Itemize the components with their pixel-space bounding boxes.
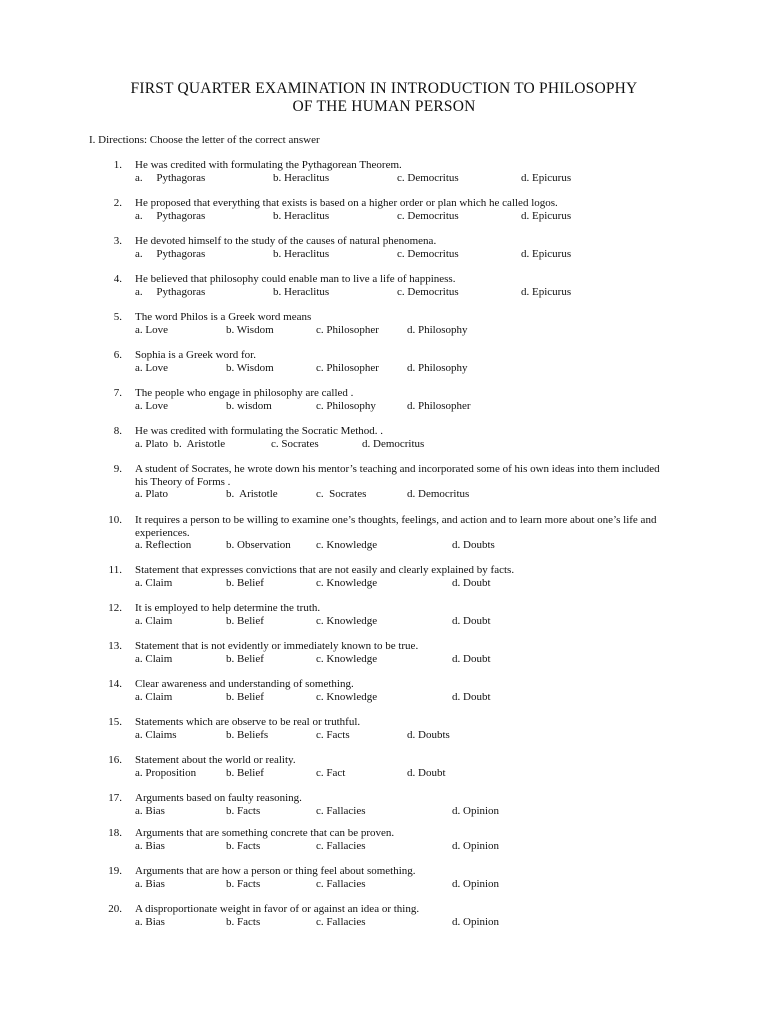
- question-number: 15.: [108, 716, 122, 728]
- answer-option: d. Democritus: [407, 488, 470, 500]
- question-text: The people who engage in philosophy are called .: [135, 387, 354, 399]
- answer-option: c. Facts: [316, 728, 350, 741]
- answer-option: d. Philosophy: [407, 323, 468, 336]
- question-number: 14.: [108, 678, 122, 690]
- answer-option: c. Democritus: [397, 171, 459, 184]
- answer-option: d. Epicurus: [521, 209, 572, 222]
- answer-option: c. Socrates: [271, 437, 319, 450]
- answer-option: c. Knowledge: [316, 690, 378, 703]
- answer-option: d. Opinion: [452, 804, 500, 817]
- answer-option: c. Fallacies: [316, 804, 366, 817]
- answer-option: c. Fallacies: [316, 877, 366, 890]
- answer-option: c. Fact: [316, 766, 346, 779]
- answer-option: c. Fallacies: [316, 839, 366, 852]
- answer-option: a. Plato: [135, 488, 168, 500]
- answer-option: b. Aristotle: [226, 488, 278, 500]
- question-text: Arguments based on faulty reasoning.: [135, 792, 302, 804]
- question-number: 19.: [108, 865, 122, 877]
- answer-option: a. Proposition: [135, 766, 197, 779]
- answer-option: b. Facts: [226, 915, 261, 928]
- answer-option: d. Philosopher: [407, 399, 471, 412]
- question-text: A student of Socrates, he wrote down his mentor’s teaching and incorporated some of his own ideas into them included his Theory of Forms .: [135, 463, 660, 488]
- question-number: 18.: [108, 827, 122, 839]
- question-text: He was credited with formulating the Socratic Method. .: [135, 425, 384, 437]
- answer-option: c. Knowledge: [316, 576, 378, 589]
- answer-option: c. Socrates: [316, 488, 367, 500]
- question-text: Clear awareness and understanding of something.: [135, 678, 354, 690]
- answer-option: a. Bias: [135, 839, 165, 852]
- answer-option: d. Doubt: [452, 652, 491, 665]
- answer-option: c. Philosophy: [316, 399, 376, 412]
- answer-option: c. Democritus: [397, 247, 459, 260]
- answer-option: c. Philosopher: [316, 361, 379, 374]
- answer-option: c. Democritus: [397, 209, 459, 222]
- question-number: 20.: [108, 903, 122, 915]
- answer-option: b. Heraclitus: [273, 209, 330, 222]
- answer-option: b. Facts: [226, 839, 261, 852]
- answer-option: b. Heraclitus: [273, 171, 330, 184]
- answer-option: b. Wisdom: [226, 361, 274, 374]
- answer-option: b. Observation: [226, 539, 291, 551]
- question-number: 16.: [108, 754, 122, 766]
- question-number: 12.: [108, 602, 122, 614]
- answer-option: a. Pythagoras: [135, 247, 206, 260]
- question-text: He devoted himself to the study of the causes of natural phenomena.: [135, 235, 437, 247]
- question-text: It requires a person to be willing to examine one’s thoughts, feelings, and action and to learn more about one’s life and experiences.: [135, 514, 657, 539]
- answer-option: a. Claim: [135, 652, 173, 665]
- question-number: 6.: [113, 349, 122, 361]
- directions: I. Directions: Choose the letter of the correct answer: [89, 134, 320, 146]
- answer-option: b. Facts: [226, 804, 261, 817]
- question-text: He was credited with formulating the Pythagorean Theorem.: [135, 159, 402, 171]
- answer-option: d. Opinion: [452, 915, 500, 928]
- answer-option: a. Claim: [135, 576, 173, 589]
- answer-option: b. Belief: [226, 690, 264, 703]
- answer-option: d. Epicurus: [521, 247, 572, 260]
- answer-option: a. Pythagoras: [135, 171, 206, 184]
- question-text: Statement that expresses convictions that are not easily and clearly explained by facts.: [135, 564, 515, 576]
- question-number: 8.: [113, 425, 122, 437]
- answer-option: b. Heraclitus: [273, 247, 330, 260]
- answer-option: a. Claim: [135, 614, 173, 627]
- answer-option: d. Epicurus: [521, 285, 572, 298]
- answer-option: a. Love: [135, 399, 168, 412]
- answer-option: d. Doubt: [452, 690, 491, 703]
- question-text: He proposed that everything that exists is based on a higher order or plan which he called logos.: [135, 197, 558, 209]
- answer-option: d. Doubt: [452, 576, 491, 589]
- answer-option: a. Bias: [135, 915, 165, 928]
- answer-option: b. Belief: [226, 652, 264, 665]
- answer-option: d. Doubt: [407, 766, 446, 779]
- question-number: 10.: [108, 514, 122, 526]
- answer-option: a. Bias: [135, 804, 165, 817]
- answer-option: a. Reflection: [135, 539, 192, 551]
- exam-title-line1: FIRST QUARTER EXAMINATION IN INTRODUCTION TO PHILOSOPHY: [130, 80, 638, 97]
- answer-option: b. Facts: [226, 877, 261, 890]
- question-number: 4.: [113, 273, 122, 285]
- question-number: 17.: [108, 792, 122, 804]
- question-number: 2.: [113, 197, 122, 209]
- answer-option: c. Democritus: [397, 285, 459, 298]
- answer-option: b. Heraclitus: [273, 285, 330, 298]
- answer-option: a. Pythagoras: [135, 285, 206, 298]
- answer-option: a. Claim: [135, 690, 173, 703]
- exam-title-line2: OF THE HUMAN PERSON: [292, 98, 476, 115]
- question-number: 9.: [113, 463, 122, 475]
- question-text: Statement about the world or reality.: [135, 754, 296, 766]
- answer-option: a. Love: [135, 323, 168, 336]
- answer-option: d. Epicurus: [521, 171, 572, 184]
- answer-option: b. Beliefs: [226, 728, 269, 741]
- answer-option: b. Belief: [226, 766, 264, 779]
- answer-option: b. wisdom: [226, 399, 272, 412]
- answer-option: d. Philosophy: [407, 361, 468, 374]
- question-number: 13.: [108, 640, 122, 652]
- question-text: The word Philos is a Greek word means: [135, 311, 312, 323]
- answer-option: b. Belief: [226, 576, 264, 589]
- answer-option: c. Philosopher: [316, 323, 379, 336]
- question-number: 3.: [113, 235, 122, 247]
- answer-option: a. Bias: [135, 877, 165, 890]
- answer-option: c. Knowledge: [316, 652, 378, 665]
- question-number: 11.: [108, 564, 122, 576]
- answer-option: c. Knowledge: [316, 614, 378, 627]
- question-text: Statement that is not evidently or immediately known to be true.: [135, 640, 419, 652]
- answer-option: a. Love: [135, 361, 168, 374]
- question-text: A disproportionate weight in favor of or against an idea or thing.: [135, 903, 420, 915]
- question-text: Statements which are observe to be real or truthful.: [135, 716, 361, 728]
- answer-option: c. Fallacies: [316, 915, 366, 928]
- answer-option: d. Doubts: [452, 539, 495, 551]
- question-text: It is employed to help determine the truth.: [135, 602, 321, 614]
- answer-option: b. Belief: [226, 614, 264, 627]
- answer-option: b. Wisdom: [226, 323, 274, 336]
- question-text: Sophia is a Greek word for.: [135, 349, 256, 361]
- answer-option: c. Knowledge: [316, 539, 378, 551]
- question-number: 1.: [113, 159, 122, 171]
- answer-option: d. Opinion: [452, 839, 500, 852]
- question-number: 7.: [113, 387, 122, 399]
- question-text: Arguments that are something concrete that can be proven.: [135, 827, 395, 839]
- answer-option: a. Pythagoras: [135, 209, 206, 222]
- answer-option: d. Opinion: [452, 877, 500, 890]
- answer-option: d. Doubt: [452, 614, 491, 627]
- question-text: He believed that philosophy could enable man to live a life of happiness.: [135, 273, 456, 285]
- question-text: Arguments that are how a person or thing feel about something.: [135, 865, 416, 877]
- answer-option: d. Democritus: [362, 437, 425, 450]
- answer-option: a. Plato b. Aristotle: [135, 437, 226, 450]
- answer-option: d. Doubts: [407, 728, 450, 741]
- answer-option: a. Claims: [135, 728, 177, 741]
- question-number: 5.: [113, 311, 122, 323]
